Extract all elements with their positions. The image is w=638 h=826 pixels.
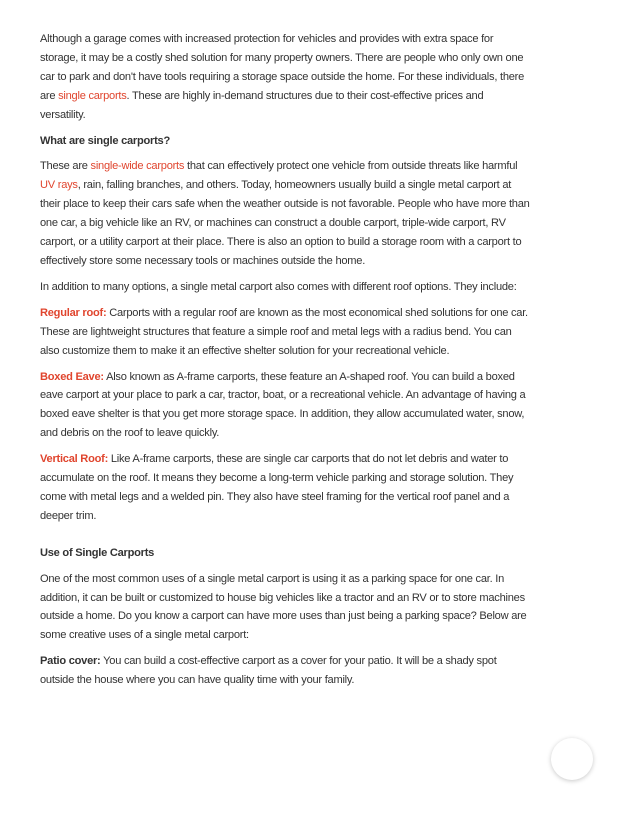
- boxed-eave-term: Boxed Eave:: [40, 370, 104, 383]
- what-text-1: These are: [40, 160, 91, 173]
- intro-paragraph: [40, 30, 530, 125]
- vertical-roof-term: Vertical Roof:: [40, 453, 109, 466]
- patio-text: You can build a cost-effective carport as a cover for your patio. It will be a shady spot outside the house where you can have quality time with your family.: [40, 655, 497, 687]
- what-heading: What are single carports?: [40, 134, 170, 147]
- regular-roof-term: Regular roof:: [40, 306, 107, 319]
- what-paragraph: [40, 157, 530, 270]
- intro-text-1: Although a garage comes with increased protection for vehicles and provides with extra space for storage, it may be a costly shed solution for many property owners. There are people who only own one car to park and don't have tools requiring a storage space outside the home. For these individuals, there are: [40, 33, 525, 102]
- roof-intro-paragraph: In addition to many options, a single metal carport also comes with different roof options. They include:: [40, 280, 517, 293]
- vertical-roof-text: Like A-frame carports, these are single car carports that do not let debris and water to accumulate on the roof. It means they become a long-term vehicle parking and storage solution. They come with metal legs and a welded pin. They also have steel framing for the vertical roof panel and a deeper trim.: [40, 453, 514, 522]
- uv-rays-link[interactable]: UV rays: [40, 179, 78, 192]
- uses-heading: Use of Single Carports: [40, 546, 155, 559]
- floating-action-button[interactable]: [551, 738, 593, 780]
- uses-paragraph: One of the most common uses of a single metal carport is using it as a parking space for one car. In addition, it can be built or customized to house big vehicles like a tractor and an RV or to store machines outside a home. Do you know a carport can have more uses than just being a parking space? Below are some creative uses of a single metal carport:: [40, 572, 527, 642]
- what-text-3: , rain, falling branches, and others. Today, homeowners usually build a single metal carport at their place to keep their cars safe when the weather outside is not favorable. People who have more than one car, a big vehicle like an RV, or machines can construct a double carport, triple-wide carport, RV carport, or a utility carport at their place. There is also an option to build a storage room with a carport to effectively store some necessary tools or machines outside the home.: [40, 179, 530, 267]
- article-body: [40, 30, 530, 697]
- regular-roof-paragraph: [40, 304, 530, 361]
- patio-paragraph: [40, 652, 530, 690]
- regular-roof-text: Carports with a regular roof are known as the most economical shed solutions for one car. These are lightweight structures that feature a simple roof and metal legs with a radius bend. You can also customize them to make it an effective shelter solution for your recreational vehicle.: [40, 306, 528, 357]
- intro-text-2: . These are highly in-demand structures due to their cost-effective prices and versatility.: [40, 89, 484, 121]
- patio-term: Patio cover:: [40, 655, 101, 668]
- single-carports-link[interactable]: single carports: [58, 89, 127, 102]
- single-wide-carports-link[interactable]: single-wide carports: [90, 160, 185, 173]
- vertical-roof-paragraph: [40, 450, 530, 526]
- boxed-eave-paragraph: [40, 368, 530, 444]
- boxed-eave-text: Also known as A-frame carports, these feature an A-shaped roof. You can build a boxed eave carport at your place to park a car, tractor, boat, or a recreational vehicle. An advantage of having a boxed eave shelter is that you get more storage space. In addition, they allow accumulated water, snow, and debris on the roof to leave quickly.: [40, 370, 526, 440]
- what-text-2: that can effectively protect one vehicle from outside threats like harmful: [184, 160, 518, 173]
